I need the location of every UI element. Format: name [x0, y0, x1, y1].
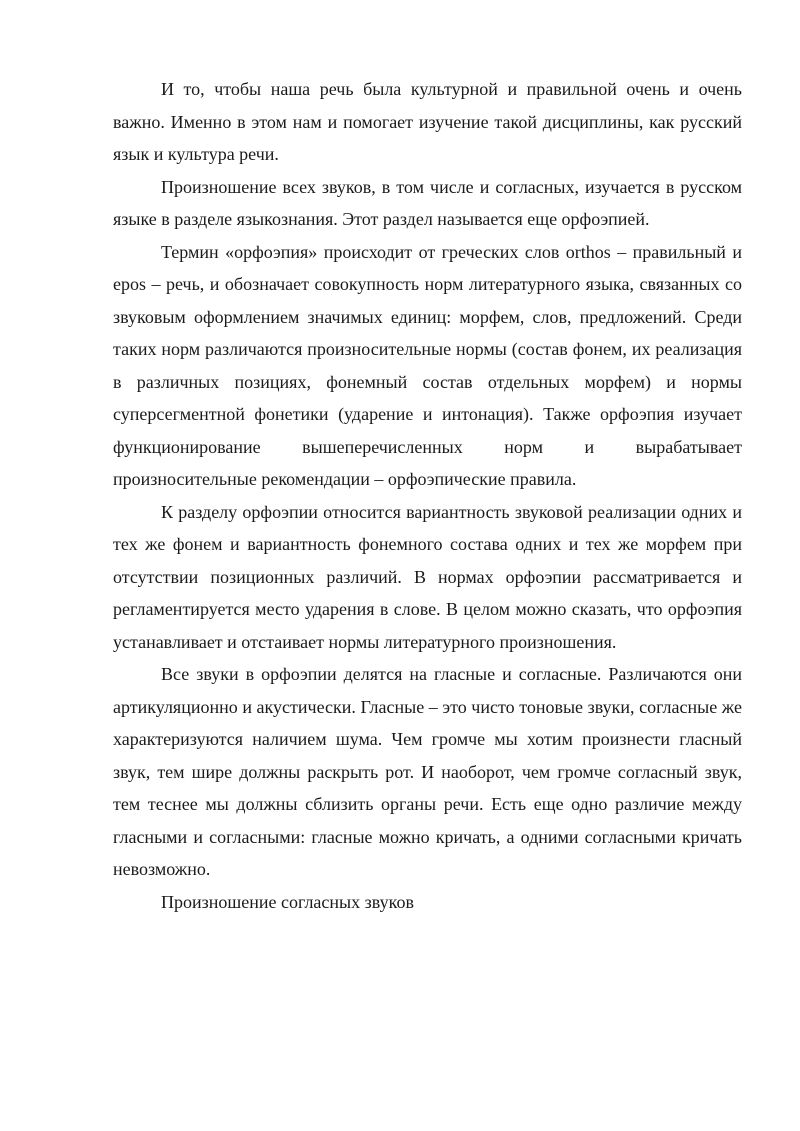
paragraph: Произношение всех звуков, в том числе и согласных, изучается в русском языке в разделе языкознания. Этот раздел называется еще орфоэпией.	[113, 176, 742, 229]
paragraph: Все звуки в орфоэпии делятся на гласные и согласные. Различаются они артикуляционно и акустически. Гласные – это чисто тоновые звуки, согласные же характеризуются наличием шума. Чем громче мы хотим произнести гласный звук, тем шире должны раскрыть рот. И наоборот, чем громче согласный звук, тем теснее мы должны сблизить органы речи. Есть еще одно различие между гласными и согласными: гласные можно кричать, а одними согласными кричать невозможно.	[113, 664, 742, 879]
document-body	[113, 73, 742, 918]
section-heading: Произношение согласных звуков	[161, 891, 414, 912]
paragraph: К разделу орфоэпии относится вариантность звуковой реализации одних и тех же фонем и вариантность фонемного состава одних и тех же морфем при отсутствии позиционных различий. В нормах орфоэпии рассматривается и регламентируется место ударения в слове. В целом можно сказать, что орфоэпия устанавливает и отстаивает нормы литературного произношения.	[113, 501, 742, 652]
paragraph: Термин «орфоэпия» происходит от греческих слов orthos – правильный и epos – речь, и обозначает совокупность норм литературного языка, связанных со звуковым оформлением значимых единиц: морфем, слов, предложений. Среди таких норм различаются произносительные нормы (состав фонем, их реализация в различных позициях, фонемный состав отдельных морфем) и нормы суперсегментной фонетики (ударение и интонация). Также орфоэпия изучает функционирование вышеперечисленных норм и вырабатывает произносительные рекомендации – орфоэпические правила.	[113, 241, 742, 489]
paragraph: И то, чтобы наша речь была культурной и правильной очень и очень важно. Именно в этом нам и помогает изучение такой дисциплины, как русский язык и культура речи.	[113, 79, 742, 164]
